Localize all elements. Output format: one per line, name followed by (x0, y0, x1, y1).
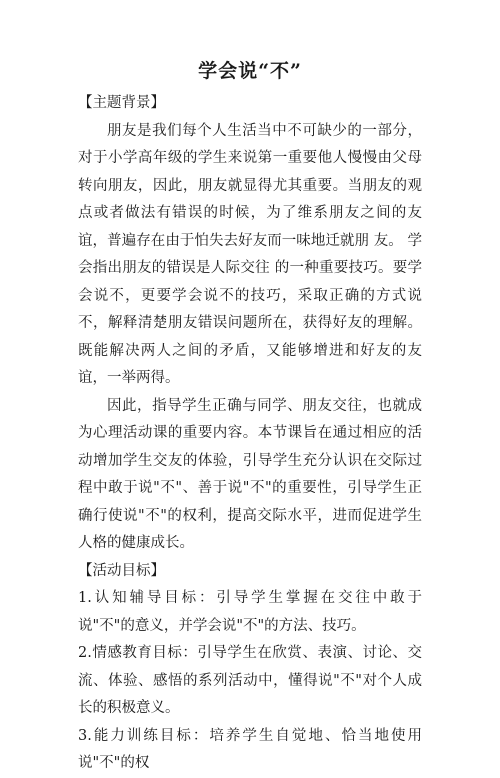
goal-item-1: 1.认知辅导目标：引导学生掌握在交往中敢于说"不"的意义，并学会说"不"的方法、技巧。 (78, 590, 422, 634)
paragraph-2: 因此，指导学生正确与同学、朋友交往，也就成为心理活动课的重要内容。本节课旨在通过相应的活动增加学生交友的体验，引导学生充分认识在交际过程中敢于说"不"、善于说"不"的重要性，引导学生正确行使说"不"的权利，提高交际水平，进而促进学生人格的健康成长。 (78, 397, 422, 551)
section-heading-background: 【主题背景】 (78, 95, 165, 111)
document-title: 学会说“不” (198, 60, 302, 82)
goal-item-3: 3.能力训练目标：培养学生自觉地、恰当地使用说"不"的权 (78, 727, 422, 771)
paragraph-1: 朋友是我们每个人生活当中不可缺少的一部分，对于小学高年级的学生来说第一重要他人慢慢由父母转向朋友，因此，朋友就显得尤其重要。当朋友的观点或者做法有错误的时候，为了维系朋友之间的友谊，普遍存在由于怕失去好友而一味地迁就朋 友。 学会指出朋友的错误是人际交往 的一种重要技巧。要学会说不，更要学会说不的技巧，采取正确的方式说不，解释清楚朋友错误问题所在，获得好友的理解。既能解决两人之间的矛盾，又能够增进和好友的友谊，一举两得。 (78, 122, 422, 386)
goal-item-2: 2.情感教育目标：引导学生在欣赏、表演、讨论、交流、体验、感悟的系列活动中，懂得说"不"对个人成长的积极意义。 (78, 645, 422, 716)
section-heading-goals: 【活动目标】 (78, 562, 165, 579)
